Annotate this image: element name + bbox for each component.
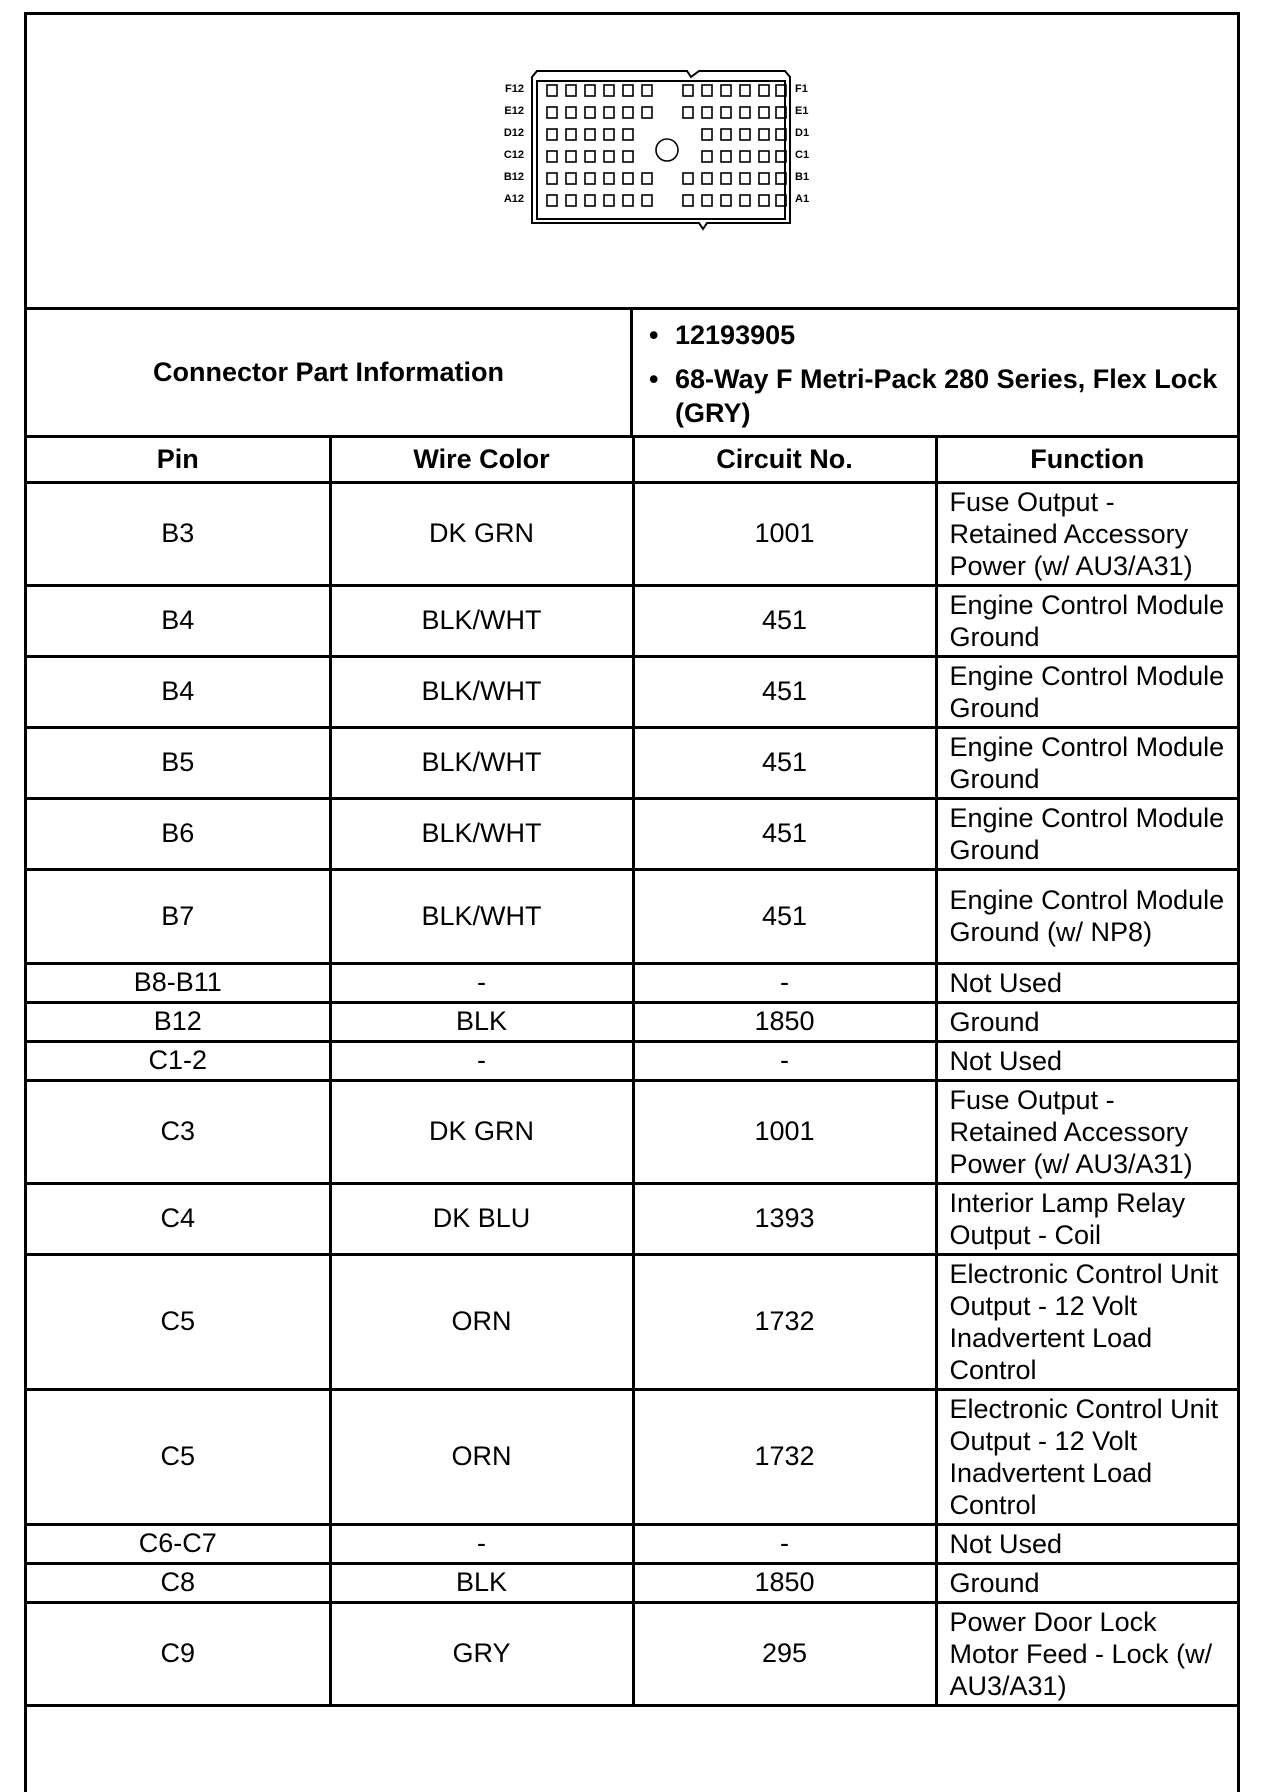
circuit-cell: - xyxy=(633,1524,936,1563)
wire-color-cell: BLK xyxy=(330,1563,633,1602)
pin-cavity xyxy=(721,151,731,162)
pin-cavity xyxy=(642,85,652,96)
pin-cavity xyxy=(759,129,769,140)
row-label-left: E12 xyxy=(504,105,524,117)
pin-cavity xyxy=(642,173,652,184)
wire-color-cell: BLK xyxy=(330,1002,633,1041)
pin-cavity xyxy=(623,107,633,118)
pin-cavity xyxy=(642,195,652,206)
function-cell: Not Used xyxy=(936,1524,1237,1563)
table-row xyxy=(27,869,1237,963)
pin-cell: C9 xyxy=(27,1602,330,1705)
wire-color-cell: BLK/WHT xyxy=(330,585,633,656)
table-row xyxy=(27,1183,1237,1254)
pin-cell: C8 xyxy=(27,1563,330,1602)
pin-cell: C6-C7 xyxy=(27,1524,330,1563)
table-row xyxy=(27,798,1237,869)
wire-color-cell: ORN xyxy=(330,1254,633,1389)
row-label-left: D12 xyxy=(503,127,524,139)
circuit-cell: 451 xyxy=(633,869,936,963)
function-cell: Not Used xyxy=(936,963,1237,1002)
function-cell: Engine Control Module Ground xyxy=(936,798,1237,869)
circuit-cell: 1732 xyxy=(633,1254,936,1389)
row-label-left: F12 xyxy=(505,83,524,95)
pin-cavity xyxy=(702,107,712,118)
header-wire-color: Wire Color xyxy=(330,438,633,482)
pin-cavity xyxy=(683,195,693,206)
pin-cavity xyxy=(683,173,693,184)
connector-description: • 68-Way F Metri-Pack 280 Series, Flex Lock (GRY) xyxy=(647,362,1227,430)
wire-color-cell: - xyxy=(330,963,633,1002)
header-function: Function xyxy=(936,438,1237,482)
pin-cavity xyxy=(702,173,712,184)
function-cell: Electronic Control Unit Output - 12 Volt Inadvertent Load Control xyxy=(936,1254,1237,1389)
pin-cavity xyxy=(642,107,652,118)
pin-cell: C5 xyxy=(27,1254,330,1389)
connector-diagram-area xyxy=(27,15,1237,310)
connector-latch-circle xyxy=(656,139,678,161)
pin-cavity xyxy=(585,107,595,118)
pin-cell: B4 xyxy=(27,585,330,656)
pin-cavity xyxy=(623,85,633,96)
pin-cavity xyxy=(585,195,595,206)
table-row xyxy=(27,1254,1237,1389)
function-cell: Engine Control Module Ground xyxy=(936,727,1237,798)
table-row xyxy=(27,727,1237,798)
row-label-right: D1 xyxy=(795,127,810,139)
circuit-cell: 451 xyxy=(633,656,936,727)
pin-cavity xyxy=(547,173,557,184)
pin-cavity xyxy=(623,129,633,140)
pin-cavity xyxy=(740,129,750,140)
wire-color-cell: BLK/WHT xyxy=(330,656,633,727)
row-label-right: F1 xyxy=(795,83,808,95)
pin-cavity xyxy=(759,173,769,184)
function-cell: Not Used xyxy=(936,1041,1237,1080)
pin-cavity xyxy=(740,195,750,206)
part-number: • 12193905 xyxy=(647,318,1227,352)
circuit-cell: - xyxy=(633,1041,936,1080)
function-cell: Electronic Control Unit Output - 12 Volt Inadvertent Load Control xyxy=(936,1389,1237,1524)
header-circuit: Circuit No. xyxy=(633,438,936,482)
function-cell: Fuse Output - Retained Accessory Power (w/ AU3/A31) xyxy=(936,482,1237,585)
circuit-cell: 451 xyxy=(633,798,936,869)
header-pin: Pin xyxy=(27,438,330,482)
row-label-right: B1 xyxy=(795,171,810,183)
pin-cavity xyxy=(604,129,614,140)
wire-color-cell: DK BLU xyxy=(330,1183,633,1254)
pin-cavity xyxy=(547,129,557,140)
pin-cavity xyxy=(585,129,595,140)
pin-cavity xyxy=(566,151,576,162)
pin-cavity xyxy=(683,85,693,96)
pin-cavity xyxy=(566,129,576,140)
pin-cavity xyxy=(585,173,595,184)
table-row xyxy=(27,1041,1237,1080)
function-cell: Engine Control Module Ground (w/ NP8) xyxy=(936,869,1237,963)
table-row xyxy=(27,585,1237,656)
pin-cavity xyxy=(740,173,750,184)
pin-cavity xyxy=(721,107,731,118)
wire-color-cell: BLK/WHT xyxy=(330,727,633,798)
circuit-cell: 295 xyxy=(633,1602,936,1705)
wire-color-cell: BLK/WHT xyxy=(330,869,633,963)
pin-cavity xyxy=(604,173,614,184)
pin-cavity xyxy=(566,173,576,184)
circuit-cell: 451 xyxy=(633,585,936,656)
wire-color-cell: GRY xyxy=(330,1602,633,1705)
wire-color-cell: DK GRN xyxy=(330,1080,633,1183)
pin-table xyxy=(27,438,1237,1707)
table-row xyxy=(27,1002,1237,1041)
wire-color-cell: BLK/WHT xyxy=(330,798,633,869)
pin-cavity xyxy=(721,85,731,96)
connector-face-diagram xyxy=(27,15,1237,307)
pin-cavity xyxy=(702,129,712,140)
function-cell: Ground xyxy=(936,1563,1237,1602)
row-label-right: A1 xyxy=(795,193,810,205)
function-cell: Power Door Lock Motor Feed - Lock (w/ AU3/A31) xyxy=(936,1602,1237,1705)
pin-cavity xyxy=(604,85,614,96)
pin-cavity xyxy=(604,195,614,206)
part-info-label: Connector Part Information xyxy=(27,310,633,435)
pin-cell: B8-B11 xyxy=(27,963,330,1002)
table-row xyxy=(27,656,1237,727)
wire-color-cell: - xyxy=(330,1524,633,1563)
pin-cavity xyxy=(740,85,750,96)
pin-cell: B4 xyxy=(27,656,330,727)
function-cell: Interior Lamp Relay Output - Coil xyxy=(936,1183,1237,1254)
pin-cavity xyxy=(566,107,576,118)
circuit-cell: 1732 xyxy=(633,1389,936,1524)
pin-cavity xyxy=(683,107,693,118)
function-cell: Ground xyxy=(936,1002,1237,1041)
pin-cell: C1-2 xyxy=(27,1041,330,1080)
row-label-left: A12 xyxy=(503,193,524,205)
pin-cell: B6 xyxy=(27,798,330,869)
pin-cavity xyxy=(585,151,595,162)
table-row xyxy=(27,1524,1237,1563)
pin-cavity xyxy=(604,107,614,118)
table-row xyxy=(27,1389,1237,1524)
pin-cavity xyxy=(759,195,769,206)
row-label-left: C12 xyxy=(503,149,524,161)
table-header-row xyxy=(27,438,1237,482)
pin-cavity xyxy=(759,107,769,118)
pin-cavity xyxy=(759,85,769,96)
row-label-left: B12 xyxy=(503,171,524,183)
pin-cell: C4 xyxy=(27,1183,330,1254)
circuit-cell: 1850 xyxy=(633,1002,936,1041)
pin-cavity xyxy=(547,195,557,206)
wire-color-cell: DK GRN xyxy=(330,482,633,585)
function-cell: Engine Control Module Ground xyxy=(936,585,1237,656)
pin-cavity xyxy=(721,129,731,140)
pin-cavity xyxy=(702,195,712,206)
connector-part-info xyxy=(27,310,1237,438)
wire-color-cell: ORN xyxy=(330,1389,633,1524)
pin-cavity xyxy=(721,173,731,184)
pin-cell: B3 xyxy=(27,482,330,585)
circuit-cell: 451 xyxy=(633,727,936,798)
pin-cell: B12 xyxy=(27,1002,330,1041)
function-cell: Engine Control Module Ground xyxy=(936,656,1237,727)
connector-sheet xyxy=(24,12,1240,1792)
pin-cavity xyxy=(585,85,595,96)
pin-cavity xyxy=(604,151,614,162)
pin-cavity xyxy=(759,151,769,162)
pin-cell: C5 xyxy=(27,1389,330,1524)
circuit-cell: 1850 xyxy=(633,1563,936,1602)
circuit-cell: 1393 xyxy=(633,1183,936,1254)
row-label-right: E1 xyxy=(795,105,809,117)
pin-cavity xyxy=(547,107,557,118)
pin-cavity xyxy=(702,85,712,96)
table-row xyxy=(27,1080,1237,1183)
pin-cell: B5 xyxy=(27,727,330,798)
wire-color-cell: - xyxy=(330,1041,633,1080)
function-cell: Fuse Output - Retained Accessory Power (w/ AU3/A31) xyxy=(936,1080,1237,1183)
circuit-cell: 1001 xyxy=(633,482,936,585)
table-row xyxy=(27,1602,1237,1705)
pin-cell: C3 xyxy=(27,1080,330,1183)
connector-inner-frame xyxy=(537,81,785,219)
row-label-right: C1 xyxy=(795,149,810,161)
pin-cavity xyxy=(740,107,750,118)
pin-cavity xyxy=(623,151,633,162)
pin-cavity-grid xyxy=(547,85,786,206)
pin-cavity xyxy=(623,195,633,206)
pin-cavity xyxy=(566,85,576,96)
pin-cell: B7 xyxy=(27,869,330,963)
pin-cavity xyxy=(547,85,557,96)
pin-cavity xyxy=(721,195,731,206)
circuit-cell: 1001 xyxy=(633,1080,936,1183)
circuit-cell: - xyxy=(633,963,936,1002)
pin-cavity xyxy=(623,173,633,184)
pin-cavity xyxy=(547,151,557,162)
table-row xyxy=(27,963,1237,1002)
table-row xyxy=(27,482,1237,585)
part-info-list xyxy=(633,310,1237,435)
pin-cavity xyxy=(740,151,750,162)
table-row xyxy=(27,1563,1237,1602)
pin-cavity xyxy=(702,151,712,162)
pin-cavity xyxy=(566,195,576,206)
